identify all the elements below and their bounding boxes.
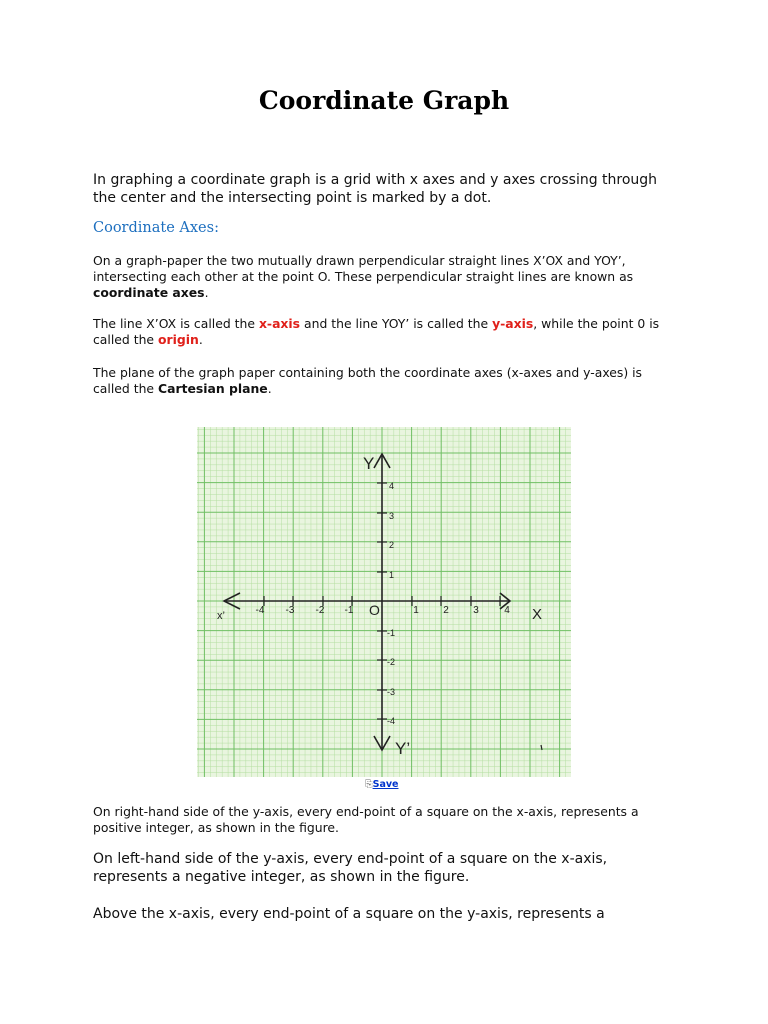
y-tick-label: 2: [389, 540, 395, 550]
intro-paragraph: In graphing a coordinate graph is a grid with x axes and y axes crossing through the center and the intersecting point is marked by a dot.: [93, 172, 658, 206]
para3-end: .: [267, 381, 272, 396]
y-tick-label: -2: [387, 657, 396, 667]
axis-names-paragraph: [93, 316, 673, 348]
save-link-container[interactable]: [365, 779, 399, 790]
x-tick-label: -4: [255, 605, 265, 616]
para2-text-4: .: [198, 332, 203, 347]
y-tick-label: 1: [389, 570, 395, 580]
x-tick-label: 2: [443, 605, 449, 616]
section-heading: Coordinate Axes:: [93, 220, 219, 236]
x-axis-label: X: [532, 606, 543, 623]
graph-paper-figure: [197, 427, 571, 777]
y-tick-label: -1: [387, 628, 396, 638]
positive-integers-paragraph: On right-hand side of the y-axis, every end-point of a square on the x-axis, represents a positive integer, as shown in the figure.: [93, 804, 639, 835]
y-tick-label: -3: [387, 687, 396, 697]
cartesian-plane-paragraph: [93, 365, 673, 397]
coordinate-axes-term: coordinate axes: [93, 285, 205, 300]
para2-text-1: The line X’OX is called the: [93, 316, 259, 331]
y-axis-label: Y: [363, 454, 375, 473]
y-tick-label: 3: [389, 511, 395, 521]
para1-end: .: [204, 285, 209, 300]
x-tick-label: 1: [413, 605, 419, 616]
y-prime-axis-label: Y’: [395, 739, 411, 758]
y-tick-label: 4: [389, 481, 395, 491]
x-tick-label: 3: [473, 605, 479, 616]
graph-paper-svg: [197, 427, 571, 777]
para2-text-3: , while the point 0 is called the: [93, 316, 660, 347]
cartesian-plane-term: Cartesian plane: [158, 381, 268, 396]
negative-integers-paragraph: On left-hand side of the y-axis, every end-point of a square on the x-axis, represents a negative integer, as shown in the figure.: [93, 851, 608, 885]
origin-label: O: [369, 602, 380, 618]
para3-text: The plane of the graph paper containing both the coordinate axes (x-axes and y-axes) is called the: [93, 365, 643, 396]
save-link[interactable]: Save: [372, 779, 399, 790]
page-title: Coordinate Graph: [258, 86, 510, 115]
origin-term: origin: [158, 332, 199, 347]
y-axis-term: y-axis: [492, 316, 534, 331]
x-tick-label: 4: [504, 605, 510, 616]
para2-text-2: and the line YOY’ is called the: [300, 316, 493, 331]
above-x-axis-paragraph: Above the x-axis, every end-point of a square on the y-axis, represents a: [93, 906, 605, 922]
x-tick-label: -1: [344, 605, 354, 616]
x-tick-label: -3: [285, 605, 295, 616]
x-tick-label: -2: [315, 605, 325, 616]
para1-text: On a graph-paper the two mutually drawn perpendicular straight lines X’OX and YOY’, intersecting each other at the point O. These perpendicular straight lines are known as: [93, 253, 634, 284]
graph-paper-background: [197, 427, 571, 777]
coordinate-axes-paragraph: [93, 253, 673, 301]
y-tick-label: -4: [387, 716, 396, 726]
save-icon[interactable]: ⎘: [365, 779, 373, 790]
x-prime-axis-label: x’: [217, 610, 225, 622]
x-axis-term: x-axis: [258, 316, 301, 331]
